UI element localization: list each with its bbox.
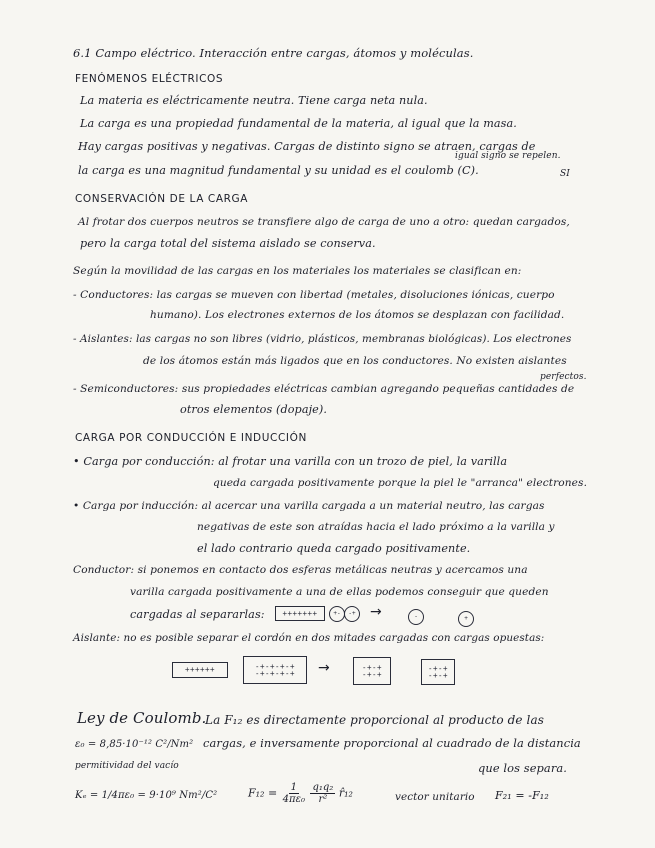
aislantes-line-2: de los átomos están más ligados que en los conductores. No existen aislantes [143,355,567,367]
heading-coulomb: Ley de Coulomb. [77,709,207,727]
coulomb-line-1: La F₁₂ es directamente proporcional al producto de las [205,713,544,727]
dipoles-bottom: -+-+-+-+ [254,669,296,678]
si-label: SI [560,169,570,179]
conductor-line-3: cargadas al separarlas: [130,608,265,621]
sphere-left: +- [329,606,345,622]
force-lhs: F₁₂ = [248,786,278,800]
heading-conservacion: CONSERVACIÓN DE LA CARGA [75,193,249,205]
charged-rod: +++++++ [275,606,325,621]
epsilon-value: ε₀ = 8,85·10⁻¹² C²/Nm² [75,739,194,750]
conservacion-line-1: Al frotar dos cuerpos neutros se transfiere algo de carga de uno a otro: quedan cargados, [78,216,570,228]
movilidad-intro: Según la movilidad de las cargas en los materiales los materiales se clasifican en: [73,265,522,277]
conductor-line-1: Conductor: si ponemos en contacto dos esferas metálicas neutras y acercamos una [73,564,528,576]
page-title: 6.1 Campo eléctrico. Interacción entre cargas, átomos y moléculas. [73,46,474,60]
induccion-line-1: • Carga por inducción: al acercar una varilla cargada a un material neutro, las cargas [73,500,545,512]
aislantes-line-3: perfectos. [540,372,587,382]
unit-vector-symbol: r̂₁₂ [338,786,353,800]
half-left-bottom: -+-+ [361,670,383,679]
newton-third-law: F₂₁ = -F₁₂ [495,789,549,802]
arrow-icon: → [370,604,382,620]
induccion-line-3: el lado contrario queda cargado positivamente. [197,542,471,555]
heading-induccion: CARGA POR CONDUCCIÓN E INDUCCIÓN [75,432,307,444]
fenomenos-line-1: La materia es eléctricamente neutra. Tiene carga neta nula. [80,94,428,107]
aislante-line-1: Aislante: no es posible separar el cordón en dos mitades cargadas con cargas opuestas: [73,632,545,644]
insulator-half-right [421,659,455,685]
half-right-bottom: -+-+ [427,671,449,680]
unit-vector-label: vector unitario [395,791,475,803]
aislantes-line-1: - Aislantes: las cargas no son libres (vidrio, plásticos, membranas biológicas). Los electrones [73,333,572,345]
induccion-line-2: negativas de este son atraídas hacia el lado próximo a la varilla y [197,521,555,533]
dipoles-top: -+-+-+-+ [254,661,296,671]
coulomb-line-2: cargas, e inversamente proporcional al cuadrado de la distancia [203,736,581,750]
half-right-top: -+-+ [427,663,449,673]
coulomb-line-3: que los separa. [478,761,567,775]
heading-fenomenos: FENÓMENOS ELÉCTRICOS [75,73,224,85]
conductores-line-1: - Conductores: las cargas se mueven con libertad (metales, disoluciones iónicas, cuerpo [73,289,555,301]
sphere-negative: - [408,609,424,625]
sphere-right: -+ [344,606,360,622]
constant-fraction: $\frac{1}{\text{4πε₀}}$ [282,782,305,805]
charge-fraction: $\frac{\text{q₁q₂}}{\text{r²}}$ [312,782,334,805]
ke-value: Kₑ = 1/4πε₀ = 9·10⁹ Nm²/C² [75,790,218,801]
conservacion-line-2: pero la carga total del sistema aislado se conserva. [80,237,376,250]
half-left-top: -+-+ [361,662,383,672]
conductor-line-2: varilla cargada positivamente a una de ellas podemos conseguir que queden [130,586,549,598]
fenomenos-line-4: la carga es una magnitud fundamental y su unidad es el coulomb (C). [78,164,479,177]
sphere-positive: + [458,611,474,627]
arrow-icon: → [318,660,330,676]
insulator-half-left [353,657,391,685]
insulator-rod: ++++++ [172,662,228,678]
coulomb-formula [248,782,353,805]
semiconductores-line-2: otros elementos (dopaje). [180,403,327,416]
semiconductores-line-1: - Semiconductores: sus propiedades eléctricas cambian agregando pequeñas cantidades de [73,383,575,395]
fenomenos-line-3b: igual signo se repelen. [455,151,561,161]
conductores-line-2: humano). Los electrones externos de los átomos se desplazan con facilidad. [150,309,565,321]
fenomenos-line-2: La carga es una propiedad fundamental de la materia, al igual que la masa. [80,117,517,130]
fenomenos-line-3: Hay cargas positivas y negativas. Cargas de distinto signo se atraen, cargas de [78,140,536,153]
conduccion-line-1: • Carga por conducción: al frotar una varilla con un trozo de piel, la varilla [73,455,508,468]
conduccion-line-2: queda cargada positivamente porque la piel le "arranca" electrones. [213,477,588,489]
permitividad-label: permitividad del vacío [75,761,179,771]
insulator-block [243,656,307,684]
